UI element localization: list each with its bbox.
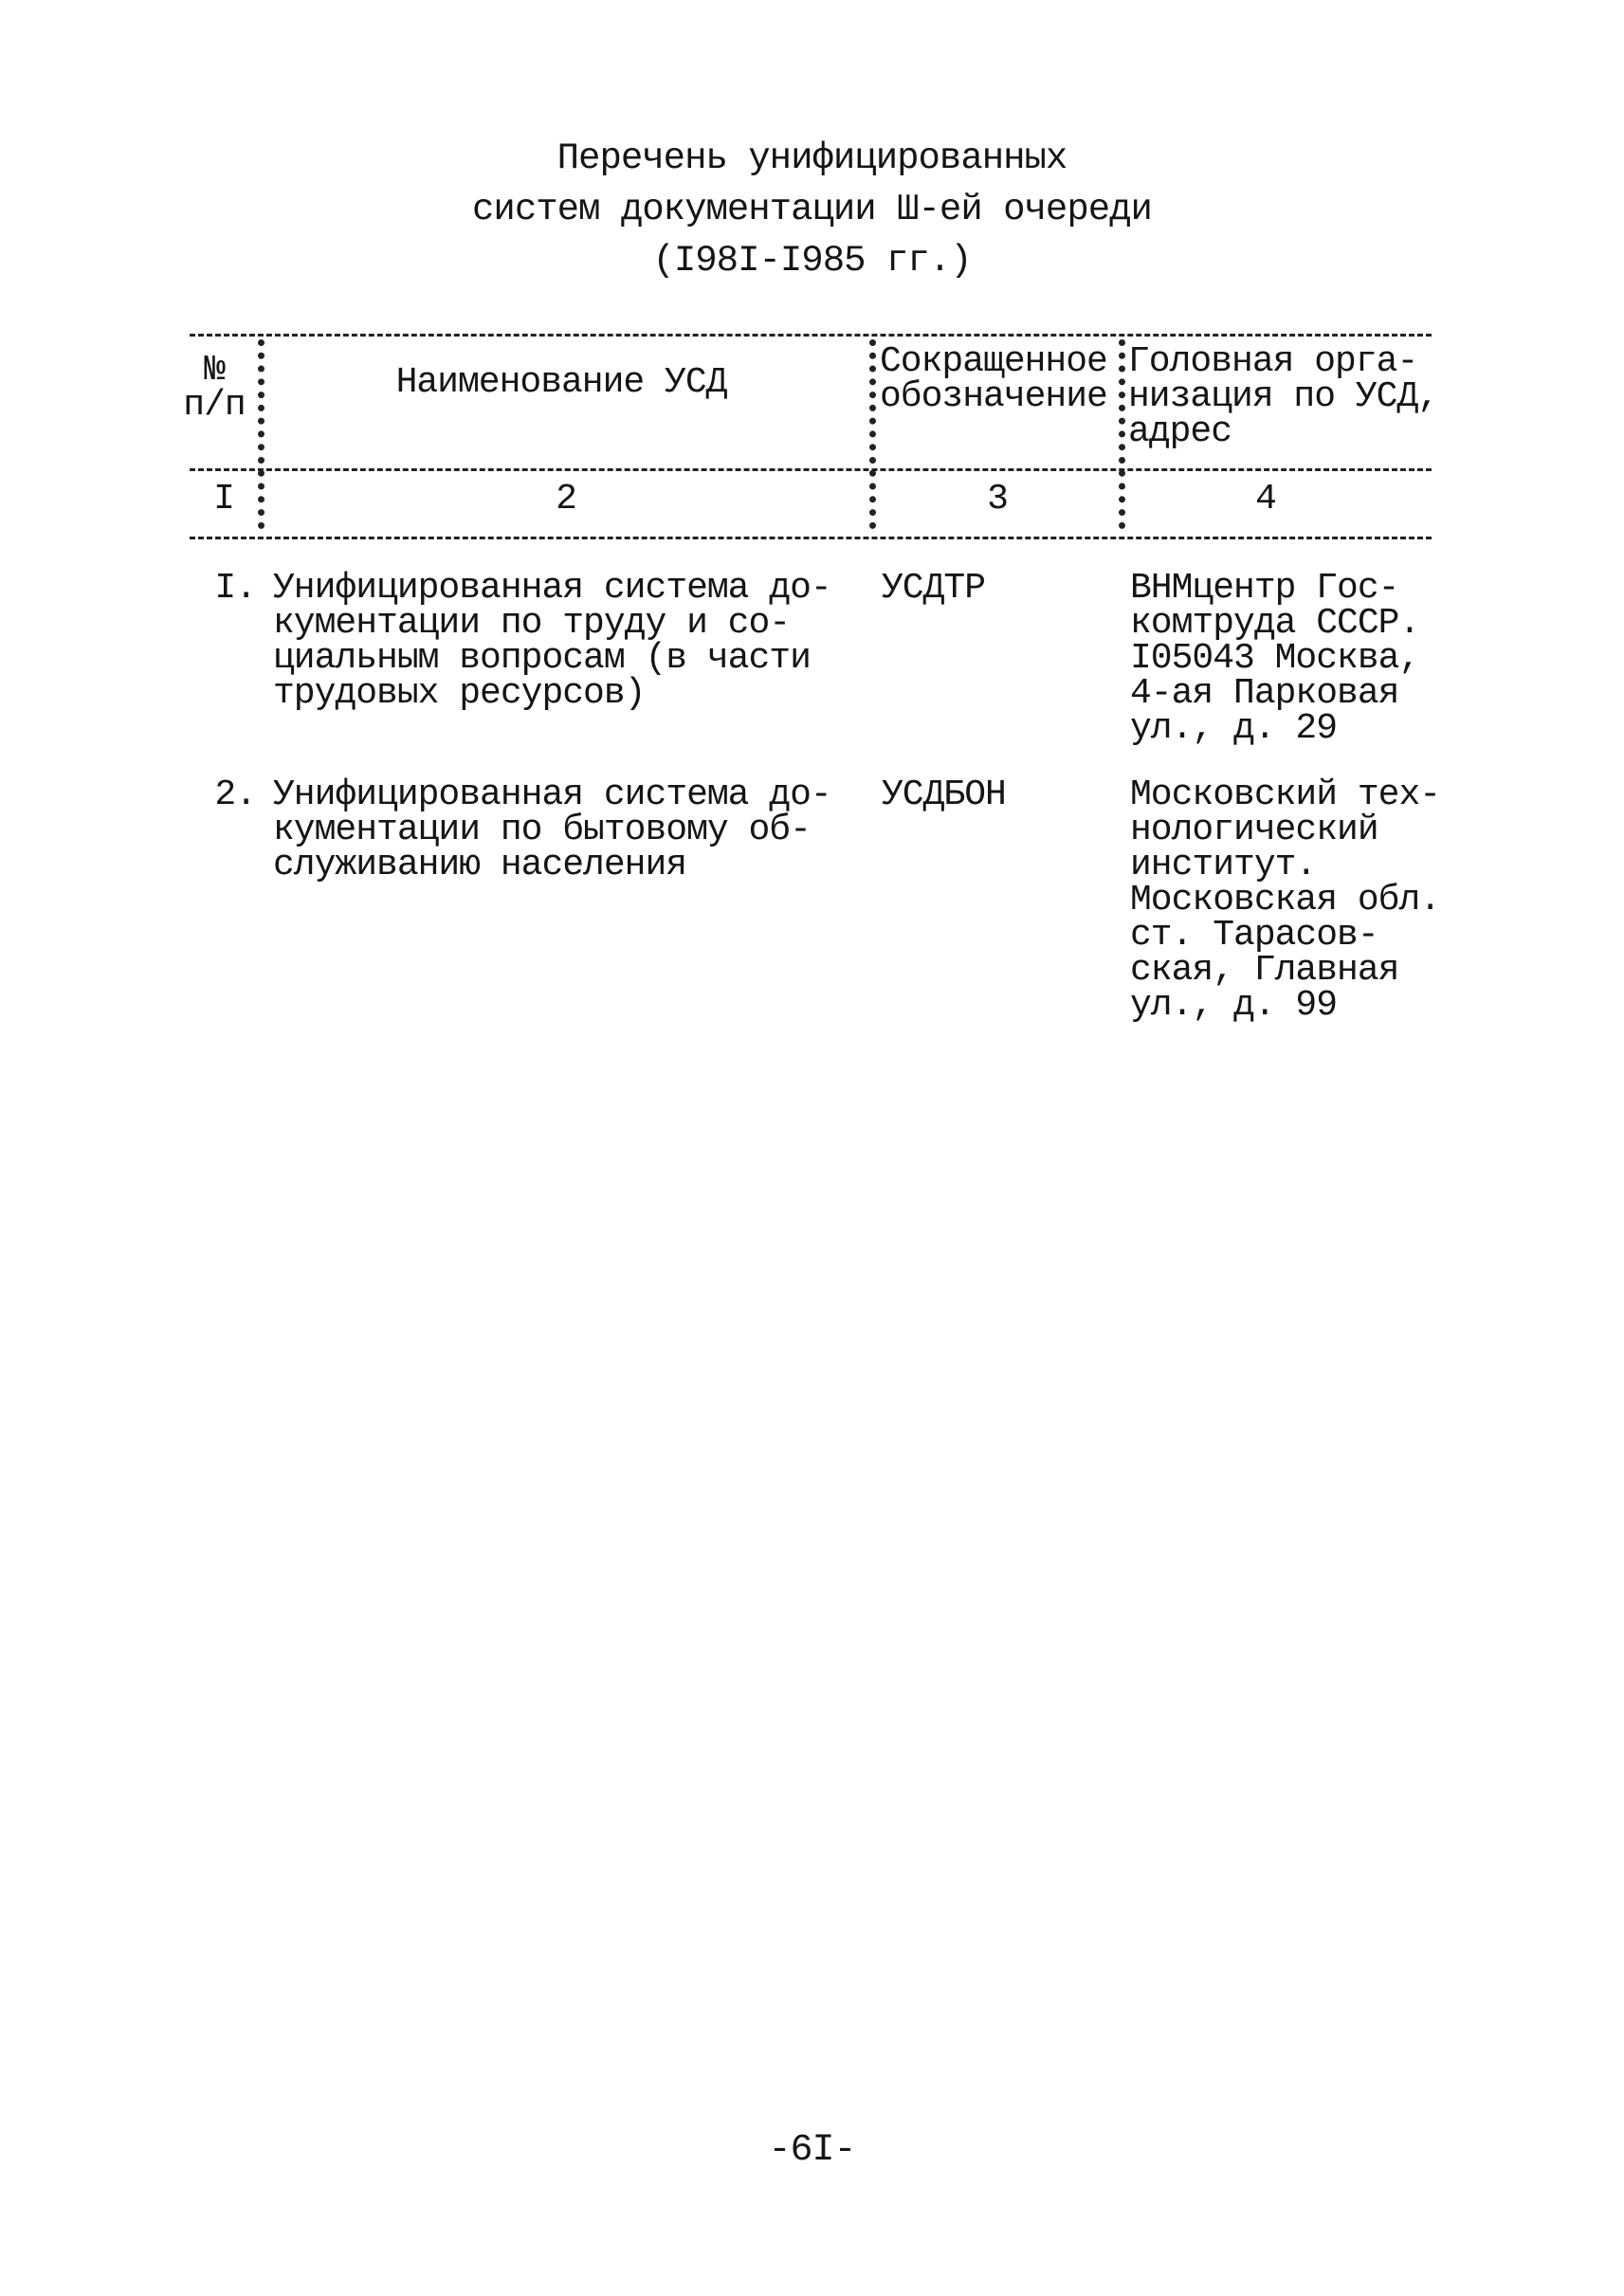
row-name: [273, 774, 831, 885]
header-num: [180, 350, 248, 426]
title-line-3: (I98I-I985 гг.): [652, 240, 972, 282]
header-abbr-line-1: Сокращенное: [880, 341, 1107, 382]
column-numbers-bottom-rule: [190, 537, 1432, 539]
row-organization: [1130, 774, 1441, 1026]
header-org-line-2: низация по УСД,: [1128, 376, 1439, 417]
table-top-rule: [190, 334, 1432, 337]
row-org-line: I05043 Москва,: [1130, 638, 1420, 679]
row-number: 2.: [214, 774, 256, 815]
row-name-line: циальным вопросам (в части: [273, 638, 811, 679]
column-separator-2: [869, 339, 876, 529]
header-abbr-line-2: обозначение: [880, 376, 1107, 417]
column-number-2: 2: [556, 479, 576, 519]
header-num-pp: п/п: [183, 385, 246, 426]
row-org-line: ул., д. 29: [1130, 708, 1338, 749]
column-number-1: I: [213, 479, 234, 519]
row-abbreviation: УСДТР: [882, 568, 986, 609]
row-name-line: Унифицированная система до-: [273, 774, 831, 815]
column-separator-1: [258, 339, 265, 529]
column-number-3: 3: [987, 479, 1008, 519]
row-org-line: 4-ая Парковая: [1130, 673, 1399, 714]
column-number-4: 4: [1255, 479, 1276, 519]
page-number: -6I-: [768, 2129, 856, 2172]
header-name: Наименование УСД: [395, 362, 727, 403]
row-org-line: ВНМцентр Гос-: [1130, 568, 1399, 609]
row-org-line: Московский тех-: [1130, 774, 1441, 815]
row-org-line: Московская обл.: [1130, 880, 1441, 920]
row-org-line: институт.: [1130, 845, 1317, 885]
row-organization: [1130, 568, 1420, 749]
header-bottom-rule: [190, 468, 1432, 471]
header-num-sign: №: [204, 350, 225, 391]
row-name-line: Унифицированная система до-: [273, 568, 831, 609]
row-org-line: ст. Тарасов-: [1130, 915, 1378, 956]
column-separator-3: [1119, 339, 1125, 529]
title-line-2: систем документации Ш-ей очереди: [472, 189, 1152, 230]
row-org-line: ул., д. 99: [1130, 985, 1338, 1026]
row-name-line: кументации по труду и со-: [273, 603, 791, 644]
row-abbreviation: УСДБОН: [882, 774, 1006, 815]
document-title: [0, 133, 1624, 286]
row-name-line: служиванию населения: [273, 845, 687, 885]
header-org-line-1: Головная орга-: [1128, 341, 1418, 382]
header-abbreviation: [880, 341, 1107, 417]
row-name-line: кументации по бытовому об-: [273, 810, 811, 850]
row-name-line: трудовых ресурсов): [273, 673, 646, 714]
row-name: [273, 568, 831, 714]
title-line-1: Перечень унифицированных: [557, 137, 1067, 179]
header-org-line-3: адрес: [1128, 411, 1232, 452]
header-organization: [1128, 341, 1439, 452]
row-org-line: комтруда СССР.: [1130, 603, 1420, 644]
row-org-line: нологический: [1130, 810, 1378, 850]
row-org-line: ская, Главная: [1130, 950, 1399, 991]
row-number: I.: [214, 568, 256, 609]
